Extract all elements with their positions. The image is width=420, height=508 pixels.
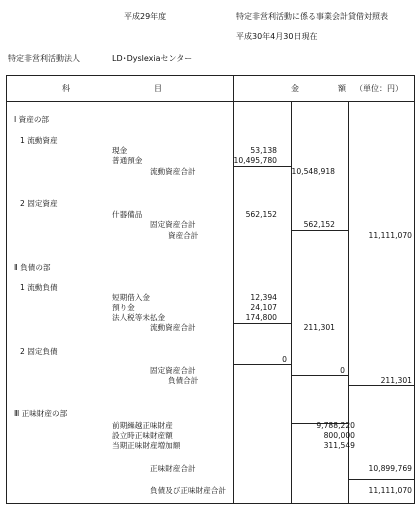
short-loan-amount: 12,394 bbox=[250, 293, 277, 302]
current-assets-total: 10,548,918 bbox=[291, 167, 335, 176]
section-assets: Ⅰ 資産の部 bbox=[14, 115, 50, 124]
cash-amount: 53,138 bbox=[250, 146, 277, 155]
column-subject-2: 目 bbox=[154, 84, 162, 93]
prior-net-assets-amount: 9,788,220 bbox=[316, 421, 355, 430]
column-amount-1: 金 bbox=[291, 84, 299, 93]
fixed-liabilities-total-label: 固定資産合計 bbox=[150, 366, 196, 375]
document-title: 特定非営利活動に係る事業会計貸借対照表 bbox=[236, 12, 388, 21]
section-net-assets: Ⅲ 正味財産の部 bbox=[14, 409, 68, 418]
grand-total: 11,111,070 bbox=[368, 486, 412, 495]
liabilities-grand-total-label: 負債合計 bbox=[168, 376, 199, 385]
org-name: LD･Dyslexiaセンター bbox=[112, 54, 193, 63]
fixed-assets-total: 562,152 bbox=[303, 220, 335, 229]
current-assets-total-label: 流動資産合計 bbox=[150, 167, 196, 176]
subtotal-underline bbox=[291, 375, 348, 376]
grand-total-label: 負債及び正味財産合計 bbox=[150, 486, 226, 495]
subtotal-underline bbox=[233, 166, 291, 167]
subtotal-underline bbox=[233, 364, 291, 365]
fixed-liabilities-heading: 2 固定負債 bbox=[20, 347, 58, 356]
deposits-received-amount: 24,107 bbox=[250, 303, 277, 312]
subtotal-underline bbox=[233, 323, 291, 324]
subtotal-underline bbox=[348, 479, 415, 480]
founding-net-assets-amount: 800,000 bbox=[323, 431, 355, 440]
header-divider bbox=[6, 101, 415, 102]
founding-net-assets-label: 設立時正味財産額 bbox=[112, 431, 173, 440]
tax-payable-label: 法人税等未払金 bbox=[112, 313, 166, 322]
section-liabilities: Ⅱ 負債の部 bbox=[14, 263, 51, 272]
current-assets-heading: 1 流動資産 bbox=[20, 136, 58, 145]
fixed-liabilities-amount: 0 bbox=[282, 355, 287, 364]
assets-grand-total: 11,111,070 bbox=[368, 231, 412, 240]
net-assets-total: 10,899,769 bbox=[368, 464, 412, 473]
tax-payable-amount: 174,800 bbox=[245, 313, 277, 322]
cash-label: 現金 bbox=[112, 146, 128, 155]
net-assets-total-label: 正味財産合計 bbox=[150, 464, 196, 473]
assets-grand-total-label: 資産合計 bbox=[168, 231, 199, 240]
amount-column-line-2 bbox=[291, 101, 292, 504]
column-subject-1: 科 bbox=[62, 84, 70, 93]
net-assets-increase-label: 当期正味財産増加額 bbox=[112, 441, 181, 450]
subtotal-underline bbox=[348, 385, 415, 386]
deposits-received-label: 預り金 bbox=[112, 303, 135, 312]
liabilities-grand-total: 211,301 bbox=[380, 376, 412, 385]
fixed-assets-total-label: 固定資産合計 bbox=[150, 220, 196, 229]
as-of-date: 平成30年4月30日現在 bbox=[236, 32, 318, 41]
current-liabilities-total: 211,301 bbox=[303, 323, 335, 332]
fixtures-amount: 562,152 bbox=[245, 210, 277, 219]
fixtures-label: 什器備品 bbox=[112, 210, 143, 219]
column-unit: （単位：円） bbox=[355, 84, 403, 93]
column-amount-2: 額 bbox=[338, 84, 346, 93]
prior-net-assets-label: 前期繰越正味財産 bbox=[112, 421, 173, 430]
deposit-amount: 10,495,780 bbox=[233, 156, 277, 165]
fiscal-year: 平成29年度 bbox=[124, 12, 167, 21]
fixed-liabilities-total: 0 bbox=[340, 366, 345, 375]
org-type: 特定非営利活動法人 bbox=[8, 54, 80, 63]
amount-column-line bbox=[233, 75, 234, 504]
subtotal-underline bbox=[291, 230, 348, 231]
short-loan-label: 短期借入金 bbox=[112, 293, 150, 302]
current-liabilities-total-label: 流動資産合計 bbox=[150, 323, 196, 332]
fixed-assets-heading: 2 固定資産 bbox=[20, 199, 58, 208]
deposit-label: 普通預金 bbox=[112, 156, 143, 165]
current-liabilities-heading: 1 流動負債 bbox=[20, 283, 58, 292]
net-assets-increase-amount: 311,549 bbox=[323, 441, 355, 450]
